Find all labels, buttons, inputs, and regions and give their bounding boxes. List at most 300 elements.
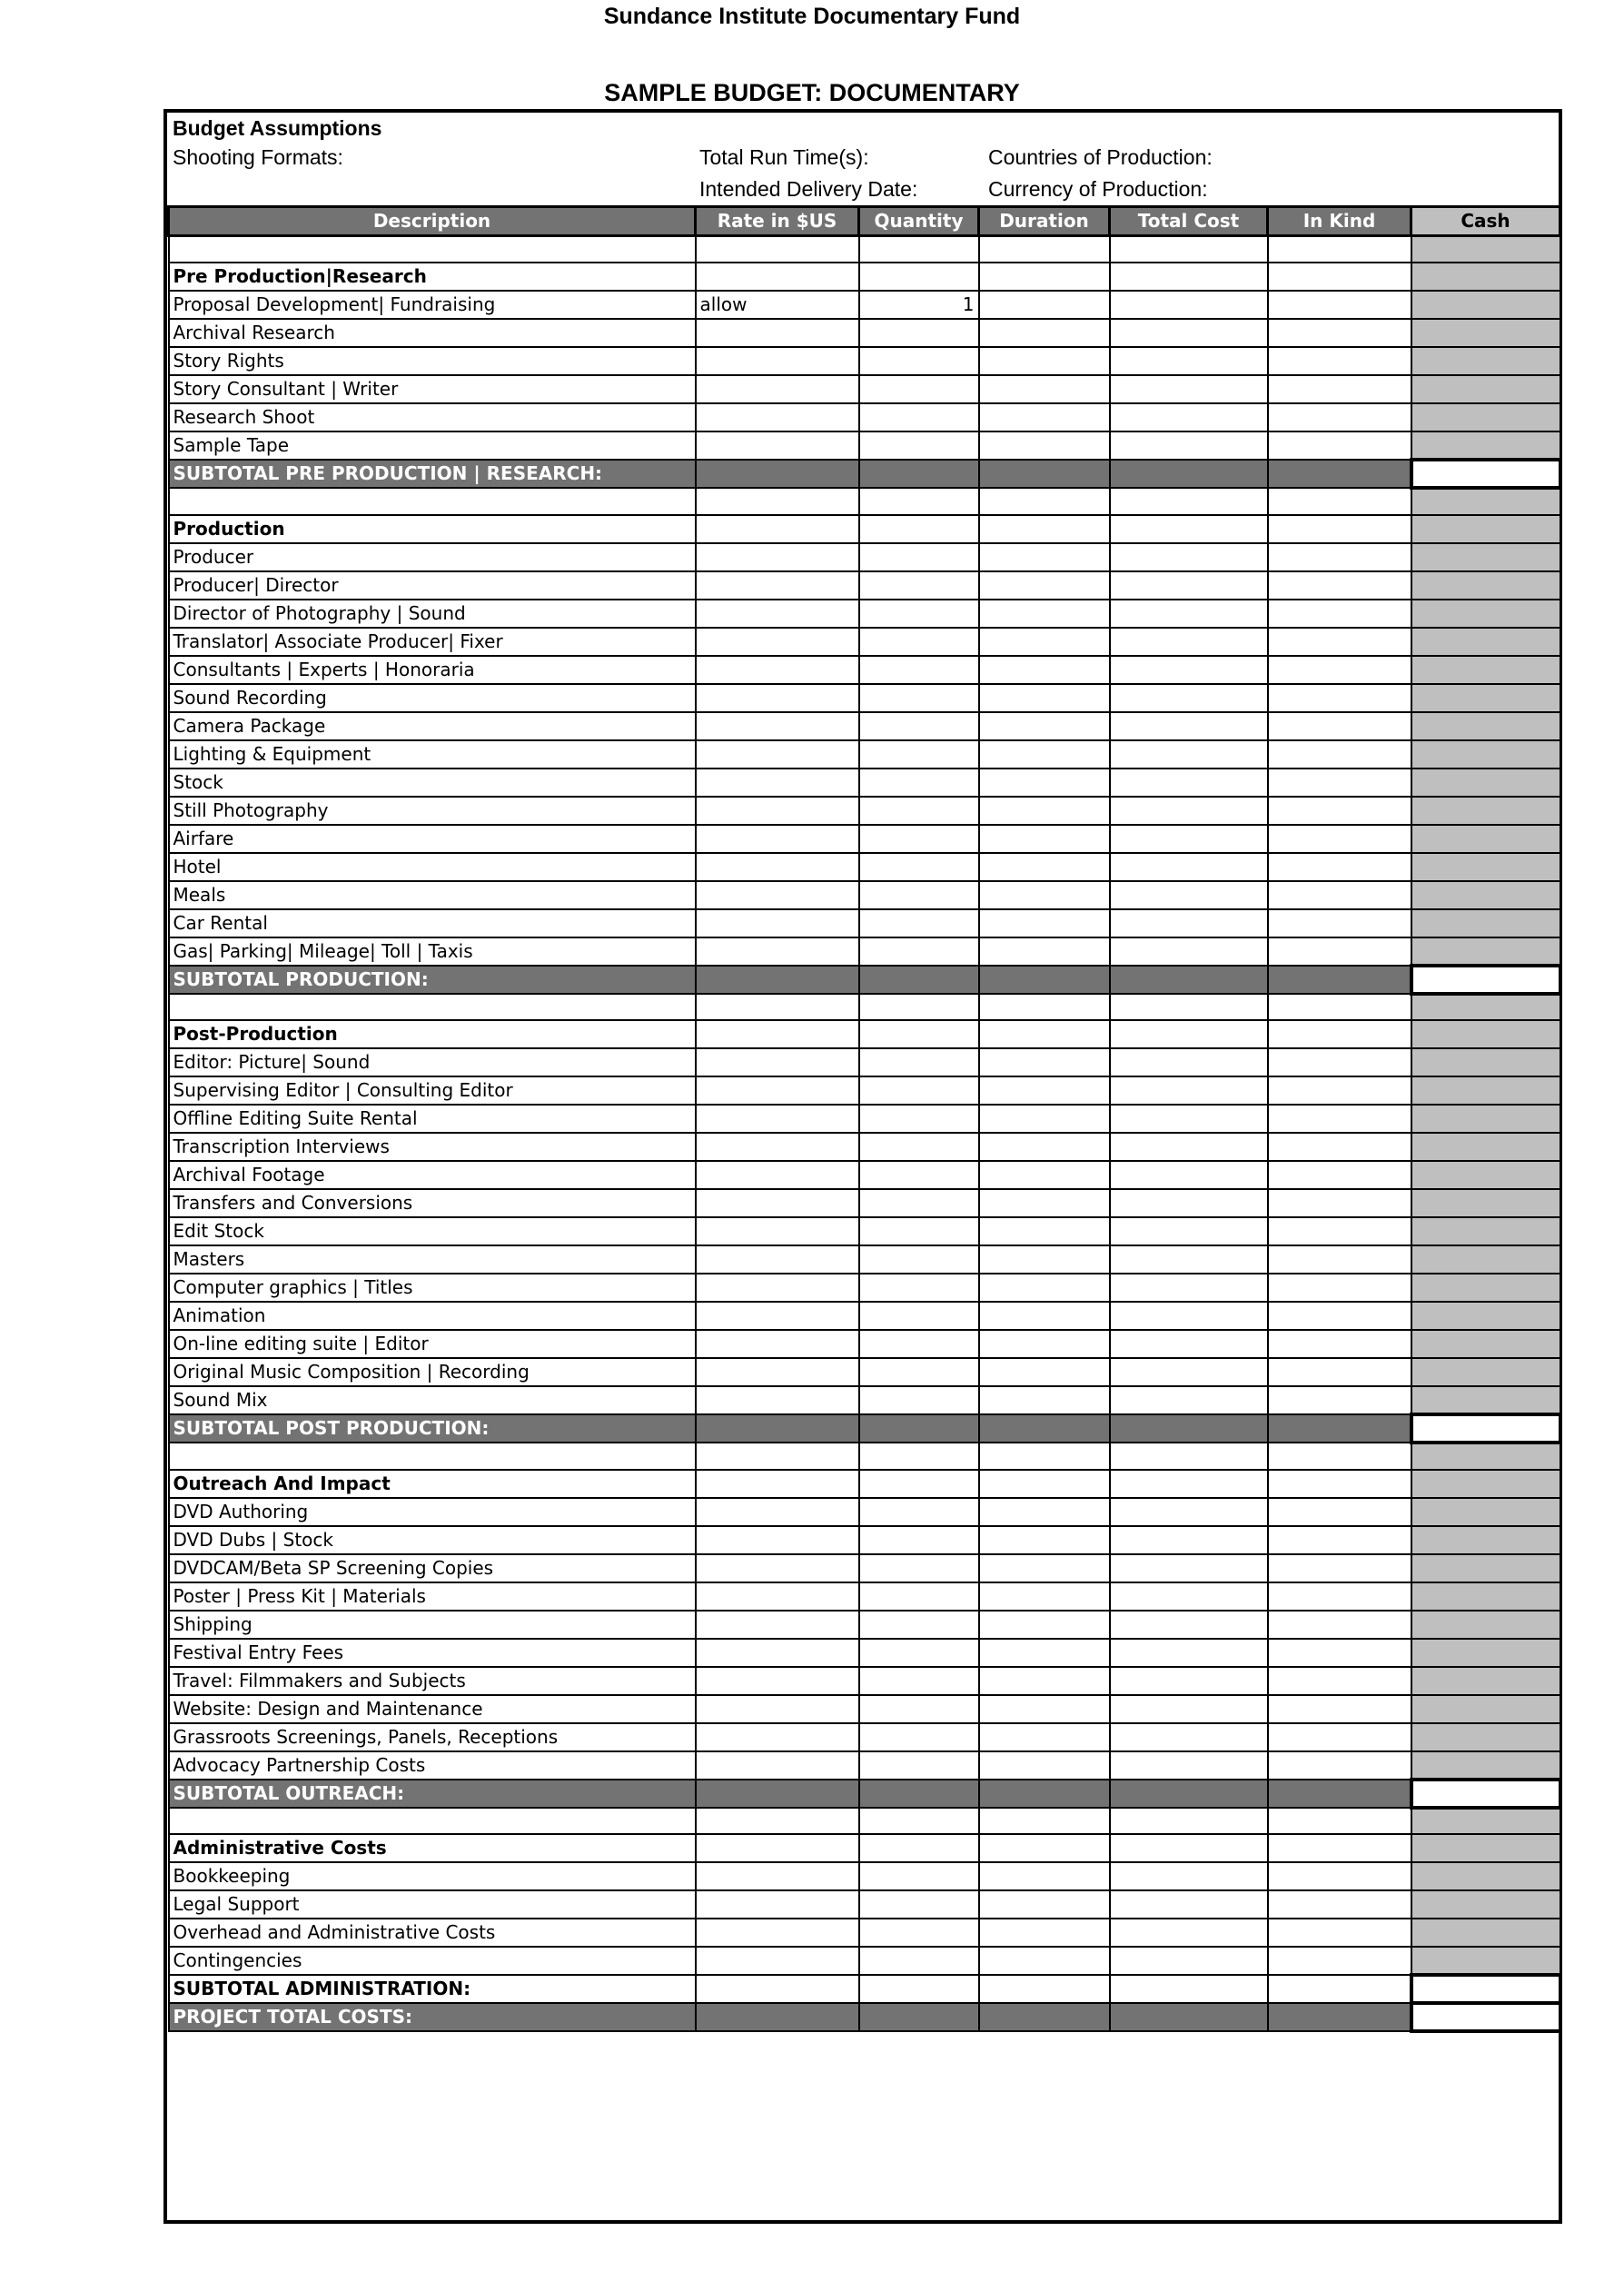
quantity-cell[interactable]: [859, 881, 979, 909]
rate-cell[interactable]: [696, 1358, 859, 1386]
cash-cell[interactable]: [1411, 1330, 1560, 1358]
total-cost-cell[interactable]: [1110, 1245, 1268, 1274]
cash-cell[interactable]: [1411, 628, 1560, 656]
in-kind-cell[interactable]: [1268, 1105, 1411, 1133]
quantity-cell[interactable]: [859, 319, 979, 347]
total-cost-cell[interactable]: [1110, 1161, 1268, 1189]
total-cost-cell[interactable]: [1110, 1498, 1268, 1526]
rate-cell[interactable]: [696, 1498, 859, 1526]
in-kind-cell[interactable]: [1268, 1554, 1411, 1582]
quantity-cell[interactable]: [859, 1189, 979, 1217]
cash-cell[interactable]: [1411, 347, 1560, 375]
cash-cell[interactable]: [1411, 1386, 1560, 1414]
in-kind-cell[interactable]: [1268, 656, 1411, 684]
duration-cell[interactable]: [979, 712, 1110, 740]
in-kind-cell[interactable]: [1268, 1076, 1411, 1105]
rate-cell[interactable]: [696, 881, 859, 909]
cash-cell[interactable]: [1411, 1076, 1560, 1105]
in-kind-cell[interactable]: [1268, 909, 1411, 937]
duration-cell[interactable]: [979, 1274, 1110, 1302]
cash-cell[interactable]: [1411, 1582, 1560, 1611]
quantity-cell[interactable]: [859, 1330, 979, 1358]
quantity-cell[interactable]: [859, 1274, 979, 1302]
cash-cell[interactable]: [1411, 1189, 1560, 1217]
cash-cell[interactable]: [1411, 375, 1560, 403]
rate-cell[interactable]: [696, 543, 859, 571]
duration-cell[interactable]: [979, 1302, 1110, 1330]
rate-cell[interactable]: [696, 1386, 859, 1414]
duration-cell[interactable]: [979, 571, 1110, 600]
quantity-cell[interactable]: [859, 1245, 979, 1274]
duration-cell[interactable]: [979, 403, 1110, 431]
in-kind-cell[interactable]: [1268, 1330, 1411, 1358]
total-cost-cell[interactable]: [1110, 909, 1268, 937]
duration-cell[interactable]: [979, 1947, 1110, 1975]
quantity-cell[interactable]: [859, 1498, 979, 1526]
rate-cell[interactable]: [696, 1245, 859, 1274]
quantity-cell[interactable]: [859, 1723, 979, 1751]
total-cost-cell[interactable]: [1110, 1274, 1268, 1302]
total-cost-cell[interactable]: [1110, 1862, 1268, 1890]
total-cost-cell[interactable]: [1110, 1890, 1268, 1919]
in-kind-cell[interactable]: [1268, 1947, 1411, 1975]
duration-cell[interactable]: [979, 543, 1110, 571]
cash-cell[interactable]: [1411, 1133, 1560, 1161]
cash-cell[interactable]: [1411, 1751, 1560, 1780]
budget-row: [169, 1330, 1560, 1358]
cash-cell[interactable]: [1411, 1302, 1560, 1330]
duration-cell[interactable]: [979, 1667, 1110, 1695]
duration-cell[interactable]: [979, 684, 1110, 712]
cash-cell[interactable]: [1411, 571, 1560, 600]
cash-cell[interactable]: [1411, 600, 1560, 628]
cash-cell[interactable]: [1411, 1161, 1560, 1189]
total-cost-cell[interactable]: [1110, 1947, 1268, 1975]
rate-cell[interactable]: [696, 1667, 859, 1695]
rate-cell[interactable]: [696, 571, 859, 600]
rate-cell[interactable]: [696, 347, 859, 375]
duration-cell[interactable]: [979, 1751, 1110, 1780]
cash-cell[interactable]: [1411, 1919, 1560, 1947]
rate-cell[interactable]: [696, 431, 859, 460]
duration-cell[interactable]: [979, 853, 1110, 881]
total-cost-cell[interactable]: [1110, 1723, 1268, 1751]
total-cost-cell[interactable]: [1110, 543, 1268, 571]
duration-cell[interactable]: [979, 909, 1110, 937]
rate-cell[interactable]: [696, 740, 859, 769]
cash-cell[interactable]: [1411, 1245, 1560, 1274]
quantity-cell[interactable]: [859, 1890, 979, 1919]
quantity-cell[interactable]: [859, 347, 979, 375]
total-cost-cell[interactable]: [1110, 1133, 1268, 1161]
quantity-cell[interactable]: [859, 1133, 979, 1161]
blank-row: [169, 1443, 1560, 1470]
blank-row: [169, 236, 1560, 263]
rate-cell[interactable]: [696, 1330, 859, 1358]
duration-cell[interactable]: [979, 797, 1110, 825]
rate-cell[interactable]: [696, 1862, 859, 1890]
duration-cell[interactable]: [979, 1862, 1110, 1890]
quantity-cell: [859, 1020, 979, 1048]
duration-cell[interactable]: [979, 600, 1110, 628]
total-cost-cell[interactable]: [1110, 571, 1268, 600]
quantity-cell[interactable]: [859, 1217, 979, 1245]
rate-cell[interactable]: [696, 712, 859, 740]
description-cell: Director of Photography | Sound: [169, 600, 696, 628]
cash-cell[interactable]: [1411, 1695, 1560, 1723]
total-cost-cell[interactable]: [1110, 1048, 1268, 1076]
in-kind-cell[interactable]: [1268, 1245, 1411, 1274]
rate-cell[interactable]: [696, 684, 859, 712]
description-cell: Contingencies: [169, 1947, 696, 1975]
rate-cell[interactable]: [696, 825, 859, 853]
budget-row: [169, 1862, 1560, 1890]
quantity-cell[interactable]: [859, 1386, 979, 1414]
in-kind-cell[interactable]: [1268, 347, 1411, 375]
rate-cell[interactable]: [696, 1890, 859, 1919]
quantity-cell[interactable]: [859, 1862, 979, 1890]
in-kind-cell[interactable]: [1268, 853, 1411, 881]
cash-cell: [1411, 966, 1560, 994]
total-cost-cell[interactable]: [1110, 1526, 1268, 1554]
in-kind-cell[interactable]: [1268, 740, 1411, 769]
cash-cell[interactable]: [1411, 1358, 1560, 1386]
quantity-cell[interactable]: [859, 797, 979, 825]
quantity-cell[interactable]: [859, 1751, 979, 1780]
in-kind-cell[interactable]: [1268, 628, 1411, 656]
in-kind-cell[interactable]: [1268, 1386, 1411, 1414]
rate-cell[interactable]: [696, 1582, 859, 1611]
quantity-cell[interactable]: [859, 1048, 979, 1076]
cash-cell[interactable]: [1411, 1274, 1560, 1302]
in-kind-cell[interactable]: [1268, 571, 1411, 600]
in-kind-cell[interactable]: [1268, 825, 1411, 853]
cash-cell[interactable]: [1411, 1611, 1560, 1639]
duration-cell[interactable]: [979, 1358, 1110, 1386]
rate-cell[interactable]: [696, 656, 859, 684]
duration-cell[interactable]: [979, 1498, 1110, 1526]
in-kind-cell[interactable]: [1268, 543, 1411, 571]
quantity-cell[interactable]: [859, 1358, 979, 1386]
duration-cell[interactable]: [979, 825, 1110, 853]
quantity-cell[interactable]: [859, 909, 979, 937]
duration-cell[interactable]: [979, 319, 1110, 347]
quantity-cell[interactable]: 1: [859, 291, 979, 319]
quantity-cell[interactable]: [859, 853, 979, 881]
total-cost-cell[interactable]: [1110, 1302, 1268, 1330]
total-cost-cell[interactable]: [1110, 1639, 1268, 1667]
duration-cell[interactable]: [979, 1133, 1110, 1161]
budget-row: [169, 543, 1560, 571]
duration-cell[interactable]: [979, 1611, 1110, 1639]
total-cost-cell[interactable]: [1110, 319, 1268, 347]
rate-cell[interactable]: [696, 1695, 859, 1723]
quantity-cell[interactable]: [859, 543, 979, 571]
cash-cell[interactable]: [1411, 1667, 1560, 1695]
total-cost-cell[interactable]: [1110, 1919, 1268, 1947]
total-cost-cell[interactable]: [1110, 1217, 1268, 1245]
duration-cell[interactable]: [979, 1639, 1110, 1667]
duration-cell[interactable]: [979, 1890, 1110, 1919]
rate-cell[interactable]: [696, 1919, 859, 1947]
in-kind-cell[interactable]: [1268, 1667, 1411, 1695]
rate-cell[interactable]: [696, 1751, 859, 1780]
total-cost-cell[interactable]: [1110, 1554, 1268, 1582]
quantity-cell[interactable]: [859, 1919, 979, 1947]
cash-cell[interactable]: [1411, 797, 1560, 825]
total-cost-cell[interactable]: [1110, 600, 1268, 628]
duration-cell[interactable]: [979, 740, 1110, 769]
quantity-cell[interactable]: [859, 825, 979, 853]
quantity-cell[interactable]: [859, 1526, 979, 1554]
rate-cell[interactable]: [696, 628, 859, 656]
cash-cell[interactable]: [1411, 740, 1560, 769]
in-kind-cell[interactable]: [1268, 1358, 1411, 1386]
in-kind-cell[interactable]: [1268, 431, 1411, 460]
in-kind-cell[interactable]: [1268, 937, 1411, 966]
duration-cell[interactable]: [979, 291, 1110, 319]
duration-cell[interactable]: [979, 1161, 1110, 1189]
duration-cell: [979, 1470, 1110, 1498]
rate-cell[interactable]: [696, 1947, 859, 1975]
in-kind-cell[interactable]: [1268, 1526, 1411, 1554]
total-cost-cell[interactable]: [1110, 740, 1268, 769]
quantity-cell[interactable]: [859, 1582, 979, 1611]
cash-cell[interactable]: [1411, 1947, 1560, 1975]
rate-cell[interactable]: [696, 600, 859, 628]
in-kind-cell[interactable]: [1268, 1048, 1411, 1076]
in-kind-cell[interactable]: [1268, 319, 1411, 347]
duration-cell[interactable]: [979, 1048, 1110, 1076]
in-kind-cell[interactable]: [1268, 1919, 1411, 1947]
quantity-cell[interactable]: [859, 1554, 979, 1582]
duration-cell[interactable]: [979, 1695, 1110, 1723]
total-cost-cell[interactable]: [1110, 1386, 1268, 1414]
quantity-cell[interactable]: [859, 1667, 979, 1695]
duration-cell[interactable]: [979, 937, 1110, 966]
rate-cell[interactable]: [696, 797, 859, 825]
rate-cell[interactable]: [696, 1048, 859, 1076]
duration-cell[interactable]: [979, 769, 1110, 797]
cash-cell[interactable]: [1411, 881, 1560, 909]
cash-cell[interactable]: [1411, 431, 1560, 460]
cash-cell[interactable]: [1411, 937, 1560, 966]
quantity-cell[interactable]: [859, 1302, 979, 1330]
rate-cell[interactable]: [696, 937, 859, 966]
budget-row: [169, 656, 1560, 684]
cash-cell[interactable]: [1411, 291, 1560, 319]
total-cost-cell[interactable]: [1110, 937, 1268, 966]
rate-cell[interactable]: [696, 403, 859, 431]
total-cost-cell[interactable]: [1110, 1582, 1268, 1611]
rate-cell[interactable]: [696, 1302, 859, 1330]
duration-cell[interactable]: [979, 881, 1110, 909]
duration-cell[interactable]: [979, 1217, 1110, 1245]
duration-cell[interactable]: [979, 1526, 1110, 1554]
cash-cell[interactable]: [1411, 1890, 1560, 1919]
total-cost-cell[interactable]: [1110, 797, 1268, 825]
in-kind-cell[interactable]: [1268, 1695, 1411, 1723]
total-cost-cell[interactable]: [1110, 1667, 1268, 1695]
total-cost-cell[interactable]: [1110, 881, 1268, 909]
rate-cell[interactable]: allow: [696, 291, 859, 319]
cash-cell[interactable]: [1411, 319, 1560, 347]
quantity-cell[interactable]: [859, 1611, 979, 1639]
quantity-cell[interactable]: [859, 769, 979, 797]
quantity-cell[interactable]: [859, 571, 979, 600]
quantity-cell[interactable]: [859, 1695, 979, 1723]
total-cost-cell[interactable]: [1110, 712, 1268, 740]
total-cost-cell[interactable]: [1110, 1611, 1268, 1639]
in-kind-cell[interactable]: [1268, 375, 1411, 403]
total-cost-cell[interactable]: [1110, 1358, 1268, 1386]
total-cost-cell[interactable]: [1110, 628, 1268, 656]
in-kind-cell[interactable]: [1268, 1862, 1411, 1890]
cash-cell[interactable]: [1411, 853, 1560, 881]
rate-cell[interactable]: [696, 853, 859, 881]
cash-cell[interactable]: [1411, 1105, 1560, 1133]
cash-cell[interactable]: [1411, 1639, 1560, 1667]
duration-cell[interactable]: [979, 1554, 1110, 1582]
total-cost-cell[interactable]: [1110, 375, 1268, 403]
in-kind-cell[interactable]: [1268, 1723, 1411, 1751]
in-kind-cell[interactable]: [1268, 291, 1411, 319]
in-kind-cell[interactable]: [1268, 797, 1411, 825]
quantity-cell[interactable]: [859, 403, 979, 431]
rate-cell[interactable]: [696, 909, 859, 937]
total-cost-cell[interactable]: [1110, 403, 1268, 431]
in-kind-cell[interactable]: [1268, 403, 1411, 431]
in-kind-cell[interactable]: [1268, 1189, 1411, 1217]
in-kind-cell[interactable]: [1268, 1890, 1411, 1919]
in-kind-cell[interactable]: [1268, 1582, 1411, 1611]
budget-row: [169, 1919, 1560, 1947]
duration-cell[interactable]: [979, 1076, 1110, 1105]
rate-cell[interactable]: [696, 769, 859, 797]
cash-cell[interactable]: [1411, 1862, 1560, 1890]
quantity-cell[interactable]: [859, 1639, 979, 1667]
quantity-cell[interactable]: [859, 740, 979, 769]
cash-cell[interactable]: [1411, 1498, 1560, 1526]
rate-cell[interactable]: [696, 1274, 859, 1302]
cash-cell[interactable]: [1411, 1526, 1560, 1554]
quantity-cell[interactable]: [859, 375, 979, 403]
total-cost-cell[interactable]: [1110, 825, 1268, 853]
cash-cell[interactable]: [1411, 1554, 1560, 1582]
in-kind-cell[interactable]: [1268, 1611, 1411, 1639]
in-kind-cell[interactable]: [1268, 684, 1411, 712]
quantity-cell[interactable]: [859, 712, 979, 740]
duration-cell[interactable]: [979, 347, 1110, 375]
rate-cell[interactable]: [696, 1105, 859, 1133]
total-cost-cell[interactable]: [1110, 1189, 1268, 1217]
total-cost-cell[interactable]: [1110, 769, 1268, 797]
total-cost-cell[interactable]: [1110, 347, 1268, 375]
quantity-cell[interactable]: [859, 600, 979, 628]
cash-cell[interactable]: [1411, 1048, 1560, 1076]
cash-cell[interactable]: [1411, 543, 1560, 571]
total-cost-cell[interactable]: [1110, 853, 1268, 881]
cash-cell[interactable]: [1411, 684, 1560, 712]
duration-cell[interactable]: [979, 431, 1110, 460]
quantity-cell[interactable]: [859, 1076, 979, 1105]
cash-cell[interactable]: [1411, 1723, 1560, 1751]
duration-cell[interactable]: [979, 1245, 1110, 1274]
duration-cell[interactable]: [979, 1105, 1110, 1133]
in-kind-cell[interactable]: [1268, 1274, 1411, 1302]
duration-cell[interactable]: [979, 628, 1110, 656]
cash-cell[interactable]: [1411, 909, 1560, 937]
rate-cell[interactable]: [696, 1076, 859, 1105]
in-kind-cell[interactable]: [1268, 1302, 1411, 1330]
rate-cell[interactable]: [696, 1217, 859, 1245]
duration-cell[interactable]: [979, 375, 1110, 403]
in-kind-cell[interactable]: [1268, 769, 1411, 797]
quantity-cell[interactable]: [859, 431, 979, 460]
duration-cell[interactable]: [979, 656, 1110, 684]
in-kind-cell[interactable]: [1268, 600, 1411, 628]
duration-cell[interactable]: [979, 1330, 1110, 1358]
duration-cell[interactable]: [979, 1582, 1110, 1611]
rate-cell[interactable]: [696, 375, 859, 403]
total-cost-cell[interactable]: [1110, 431, 1268, 460]
in-kind-cell[interactable]: [1268, 881, 1411, 909]
rate-cell[interactable]: [696, 1639, 859, 1667]
rate-cell[interactable]: [696, 1133, 859, 1161]
quantity-cell[interactable]: [859, 656, 979, 684]
quantity-cell[interactable]: [859, 937, 979, 966]
rate-cell[interactable]: [696, 1611, 859, 1639]
total-cost-cell[interactable]: [1110, 1105, 1268, 1133]
quantity-cell[interactable]: [859, 684, 979, 712]
quantity-cell[interactable]: [859, 1161, 979, 1189]
in-kind-cell[interactable]: [1268, 1133, 1411, 1161]
total-cost-cell[interactable]: [1110, 1076, 1268, 1105]
total-cost-cell[interactable]: [1110, 656, 1268, 684]
cash-cell[interactable]: [1411, 403, 1560, 431]
rate-cell[interactable]: [696, 1723, 859, 1751]
total-cost-cell[interactable]: [1110, 684, 1268, 712]
in-kind-cell[interactable]: [1268, 1217, 1411, 1245]
quantity-cell[interactable]: [859, 1947, 979, 1975]
total-cost-cell[interactable]: [1110, 1330, 1268, 1358]
rate-cell[interactable]: [696, 1526, 859, 1554]
cash-cell[interactable]: [1411, 1217, 1560, 1245]
total-cost-cell[interactable]: [1110, 291, 1268, 319]
quantity-cell[interactable]: [859, 628, 979, 656]
in-kind-cell[interactable]: [1268, 1751, 1411, 1780]
duration-cell[interactable]: [979, 1189, 1110, 1217]
rate-cell[interactable]: [696, 319, 859, 347]
in-kind-cell[interactable]: [1268, 1639, 1411, 1667]
cash-cell[interactable]: [1411, 825, 1560, 853]
duration-cell[interactable]: [979, 1919, 1110, 1947]
rate-cell[interactable]: [696, 1161, 859, 1189]
rate-cell[interactable]: [696, 1189, 859, 1217]
rate-cell[interactable]: [696, 1554, 859, 1582]
duration-cell[interactable]: [979, 1723, 1110, 1751]
cash-cell[interactable]: [1411, 656, 1560, 684]
total-cost-cell[interactable]: [1110, 1695, 1268, 1723]
cash-cell[interactable]: [1411, 712, 1560, 740]
in-kind-cell[interactable]: [1268, 712, 1411, 740]
in-kind-cell[interactable]: [1268, 1498, 1411, 1526]
total-cost-cell[interactable]: [1110, 1751, 1268, 1780]
cash-cell[interactable]: [1411, 769, 1560, 797]
quantity-cell[interactable]: [859, 1105, 979, 1133]
in-kind-cell[interactable]: [1268, 1161, 1411, 1189]
duration-cell[interactable]: [979, 1386, 1110, 1414]
